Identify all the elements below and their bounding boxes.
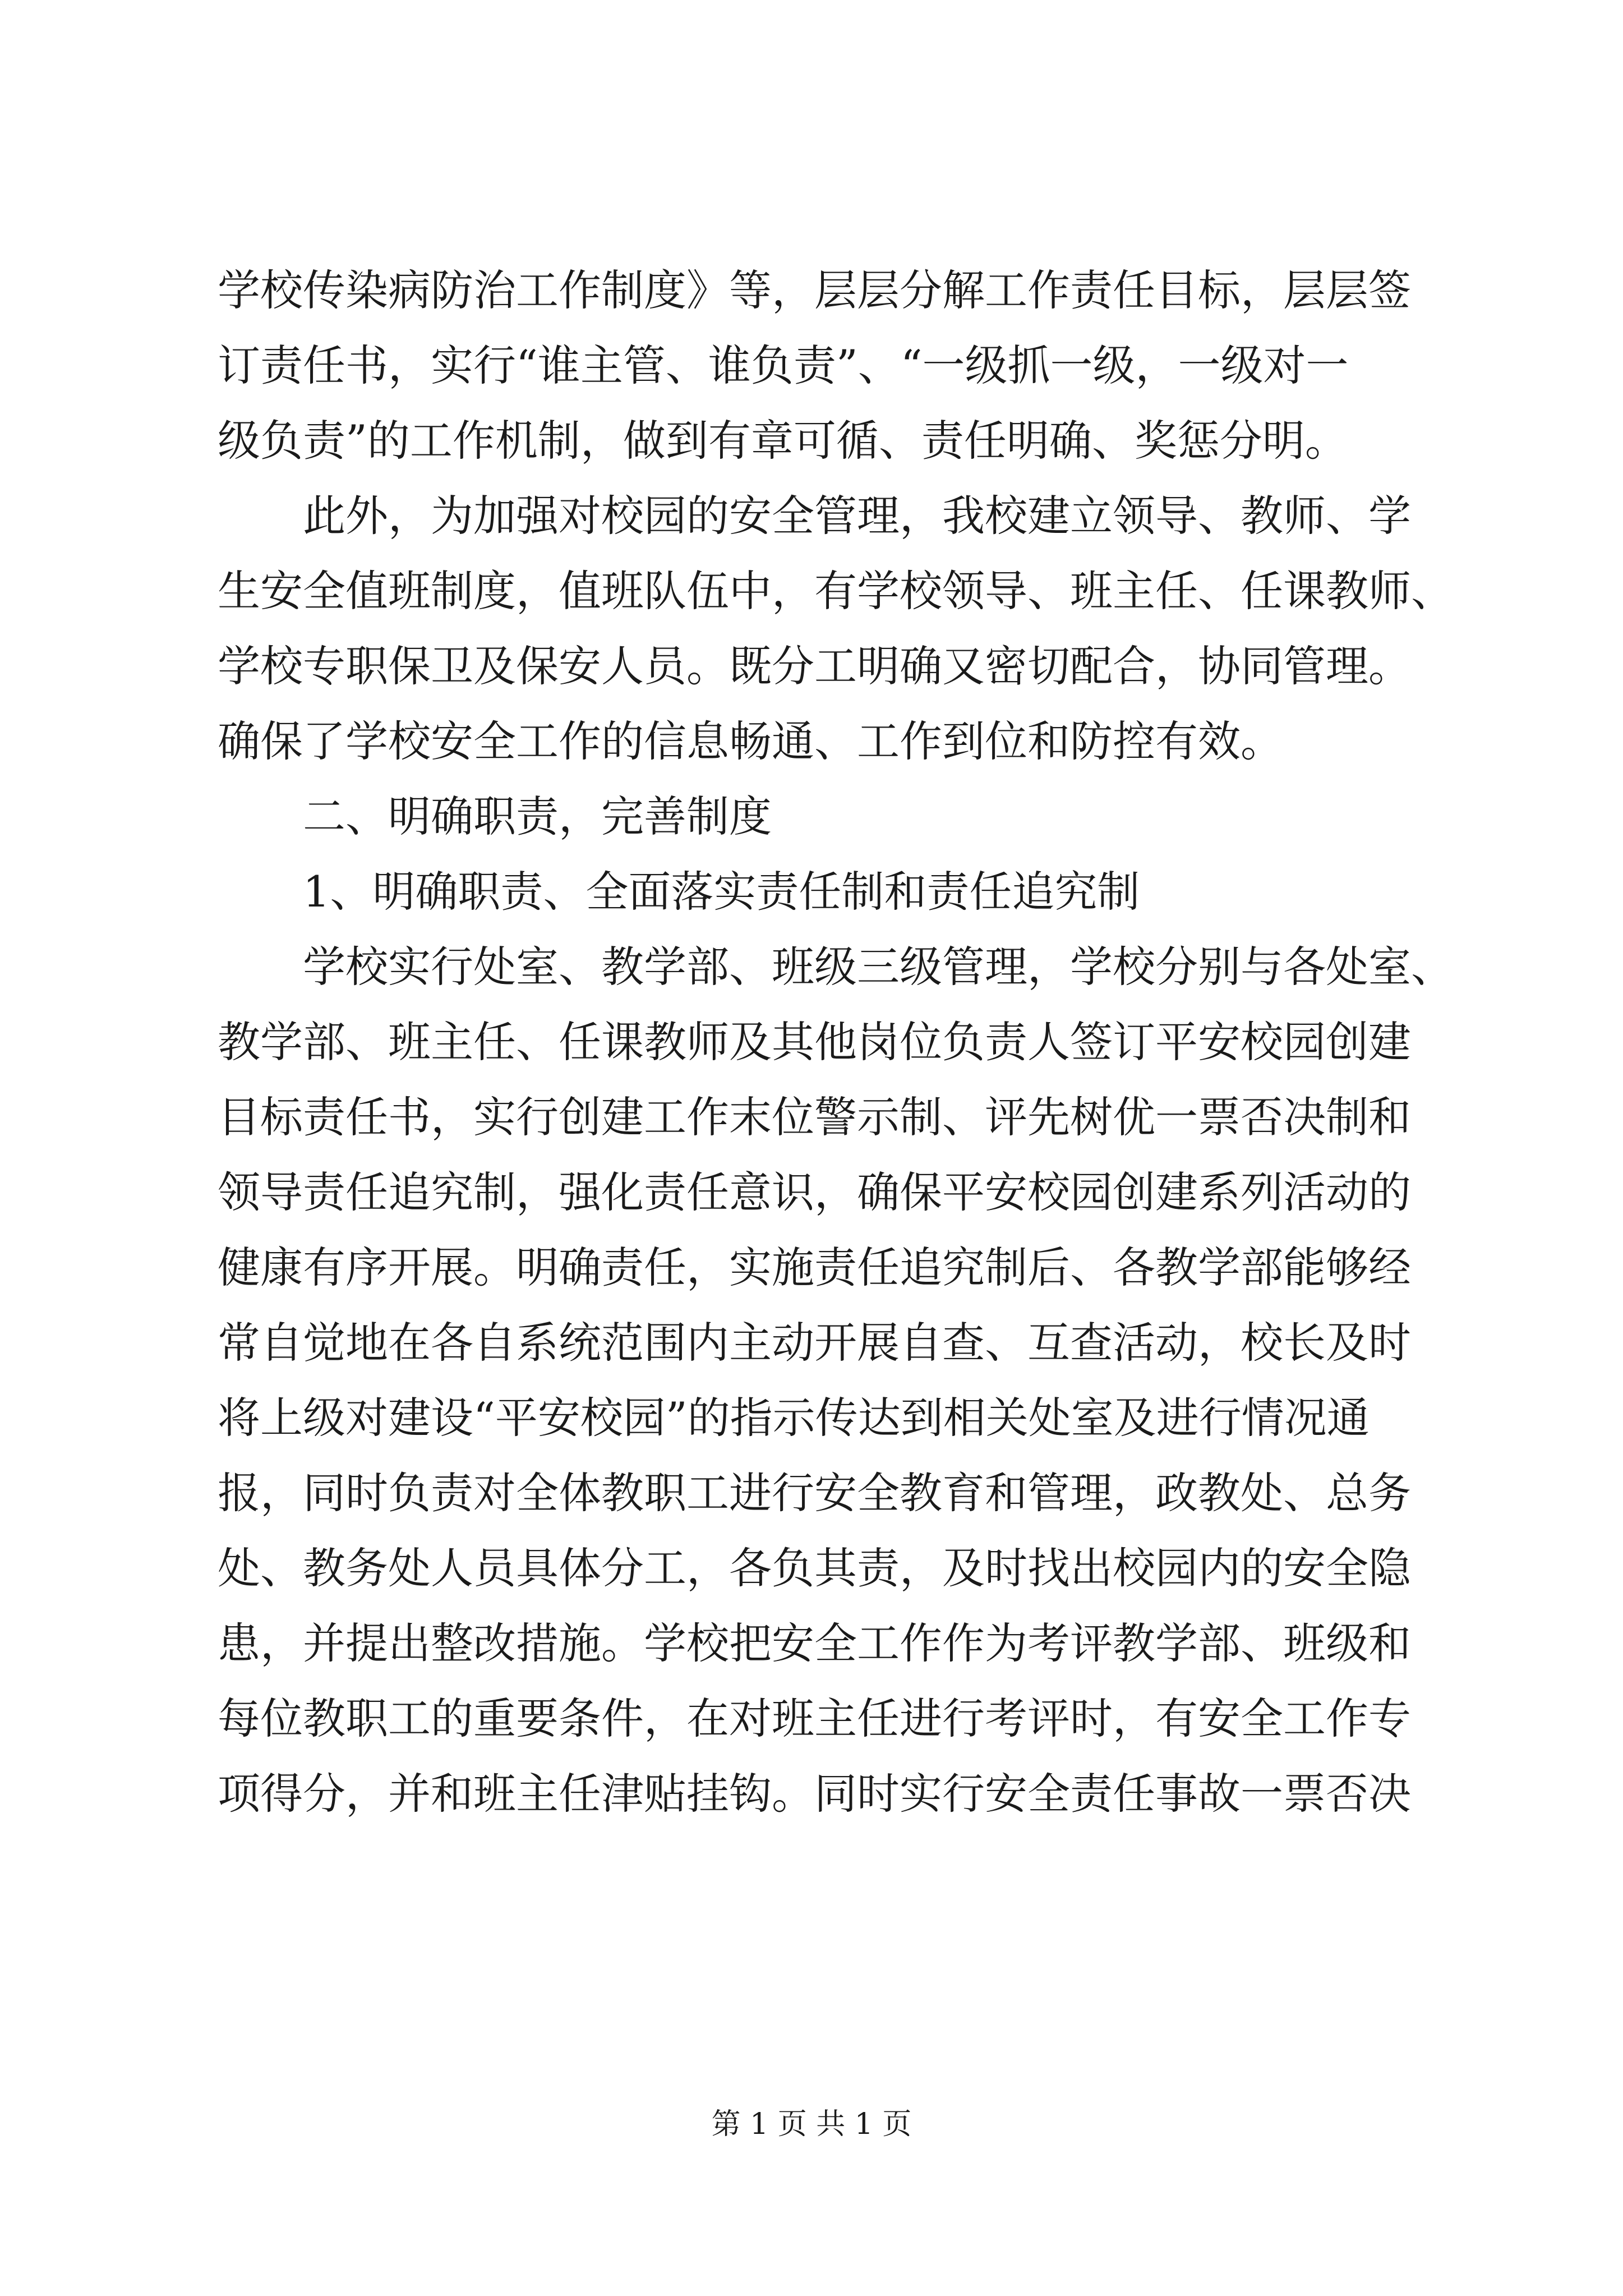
text-line: 健康有序开展。明确责任，实施责任追究制后、各教学部能够经 bbox=[218, 1243, 1411, 1292]
text-line: 订责任书，实行“谁主管、谁负责”、“一级抓一级，一级对一 bbox=[218, 341, 1349, 390]
text-line: 学校传染病防治工作制度》等，层层分解工作责任目标，层层签 bbox=[218, 265, 1411, 315]
text-line: 学校实行处室、教学部、班级三级管理，学校分别与各处室、 bbox=[303, 942, 1454, 992]
page-footer: 第 1 页 共 1 页 bbox=[711, 2108, 912, 2141]
text-line: 确保了学校安全工作的信息畅通、工作到位和防控有效。 bbox=[218, 716, 1283, 766]
text-line: 每位教职工的重要条件，在对班主任进行考评时，有安全工作专 bbox=[218, 1694, 1411, 1743]
text-line: 领导责任追究制，强化责任意识，确保平安校园创建系列活动的 bbox=[218, 1167, 1411, 1217]
text-line: 此外，为加强对校园的安全管理，我校建立领导、教师、学 bbox=[303, 491, 1411, 541]
text-line: 学校专职保卫及保安人员。既分工明确又密切配合，协同管理。 bbox=[218, 641, 1411, 691]
section-heading: 二、明确职责，完善制度 bbox=[303, 792, 772, 841]
subsection-heading: 1、明确职责、全面落实责任制和责任追究制 bbox=[303, 867, 1140, 917]
text-line: 将上级对建设“平安校园”的指示传达到相关处室及进行情况通 bbox=[218, 1393, 1370, 1443]
text-line: 教学部、班主任、任课教师及其他岗位负责人签订平安校园创建 bbox=[218, 1017, 1411, 1067]
text-line: 常自觉地在各自系统范围内主动开展自查、互查活动，校长及时 bbox=[218, 1318, 1411, 1368]
text-line: 患，并提出整改措施。学校把安全工作作为考评教学部、班级和 bbox=[218, 1618, 1411, 1668]
text-line: 处、教务处人员具体分工，各负其责，及时找出校园内的安全隐 bbox=[218, 1543, 1411, 1593]
text-line: 目标责任书，实行创建工作末位警示制、评先树优一票否决制和 bbox=[218, 1092, 1411, 1142]
text-line: 生安全值班制度，值班队伍中，有学校领导、班主任、任课教师、 bbox=[218, 566, 1454, 616]
text-line: 级负责”的工作机制，做到有章可循、责任明确、奖惩分明。 bbox=[218, 416, 1348, 466]
text-line: 项得分，并和班主任津贴挂钩。同时实行安全责任事故一票否决 bbox=[218, 1769, 1411, 1819]
text-line: 报，同时负责对全体教职工进行安全教育和管理，政教处、总务 bbox=[218, 1468, 1411, 1518]
